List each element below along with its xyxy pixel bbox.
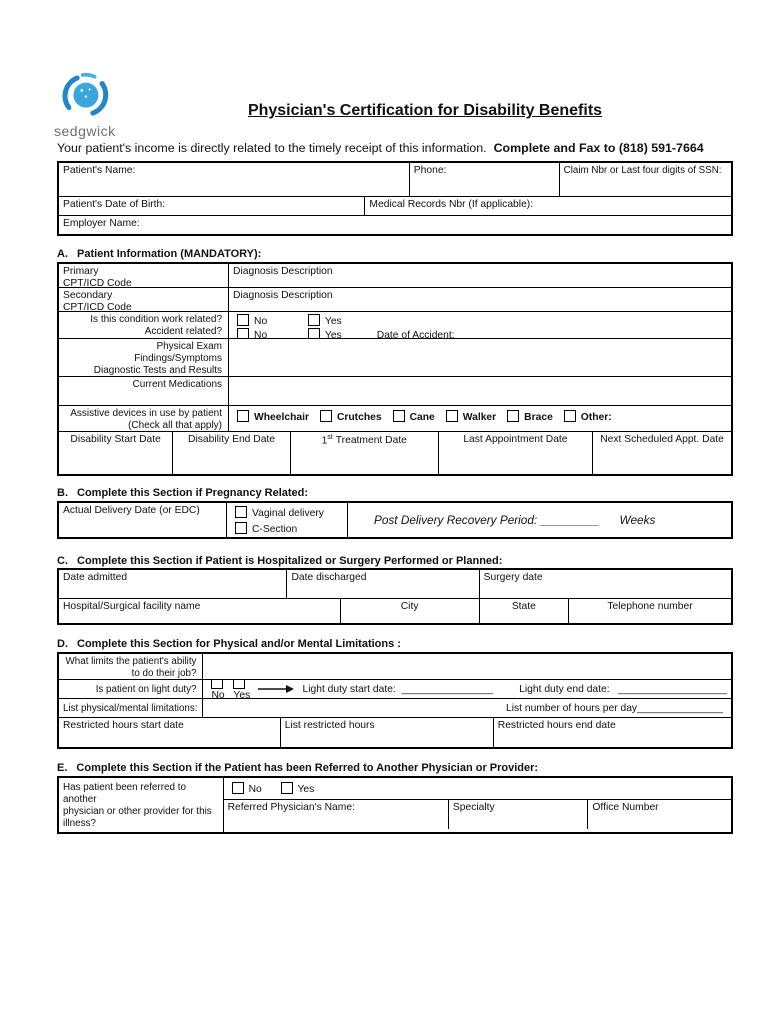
brace-label: Brace [524,412,553,423]
walker-label: Walker [462,412,497,423]
wheelchair-label: Wheelchair [254,412,309,423]
yes-label: Yes [324,330,342,338]
next-scheduled-appt-field[interactable] [593,432,731,474]
dob-label: Patient's Date of Birth: [63,199,166,210]
table-row [59,288,731,312]
referred-question-l3: illness? [63,818,96,829]
table-row [59,163,731,197]
job-limits-question-l2: to do their job? [131,668,197,679]
assistive-devices-labels [59,406,229,431]
light-duty-question-text: Is patient on light duty? [95,683,197,695]
phone-label: Phone: [413,165,447,176]
section-a-table [57,262,733,476]
date-discharged-label: Date discharged [291,572,367,583]
light-duty-end-field[interactable]: Light duty end date: ___________________ [519,683,727,695]
section-title: Patient Information (MANDATORY): [77,248,262,260]
other-label: Other: [580,412,612,423]
restricted-start-label: Restricted hours start date [63,720,184,731]
job-limits-question-l1: What limits the patient's ability [65,656,197,667]
referred-question-l1: Has patient been referred to another [63,782,186,805]
medical-records-label: Medical Records Nbr (If applicable): [369,199,534,210]
light-duty-question [59,680,203,698]
work-related-no-checkbox[interactable] [237,314,249,326]
no-label: No [248,784,262,795]
section-d-heading [57,638,401,650]
table-row [59,570,731,599]
delivery-date-label: Actual Delivery Date (or EDC) [63,505,200,516]
job-limits-labels [59,654,203,679]
section-letter: C. [57,555,68,567]
telephone-field[interactable] [569,599,731,623]
light-duty-cell [203,680,731,698]
treatment-ordinal: 1 [321,435,328,447]
limitations-label [59,699,203,717]
other-device-checkbox[interactable] [564,410,576,422]
secondary-diagnosis-field[interactable] [229,288,731,311]
intro-line [57,141,757,155]
light-duty-no-checkbox[interactable] [211,680,223,689]
medical-records-field[interactable] [365,197,731,215]
delivery-date-field[interactable] [59,503,227,537]
table-row [59,680,731,699]
section-title: Complete this Section if Pregnancy Related: [77,487,309,499]
specialty-field[interactable] [449,800,589,829]
section-title: Complete this Section for Physical and/or Mental Limitations : [77,638,401,650]
no-label: No [211,690,225,698]
section-letter: A. [57,248,68,260]
secondary-label: Secondary [63,290,113,301]
date-admitted-label: Date admitted [63,572,128,583]
work-related-yes-checkbox[interactable] [308,314,320,326]
referred-no-checkbox[interactable] [232,782,244,794]
weeks-label: Weeks [619,513,656,527]
restricted-hours-label: List restricted hours [284,720,375,731]
vaginal-delivery-label: Vaginal delivery [252,508,324,519]
employer-name-label: Employer Name: [63,218,140,229]
check-all-label: (Check all that apply) [128,420,223,431]
fax-instruction: Complete and Fax to (818) 591-7664 [493,141,704,155]
section-title: Complete this Section if Patient is Hospitalized or Surgery Performed or Planned: [77,555,503,567]
referred-details-row [224,800,731,829]
section-d-table [57,652,733,749]
current-medications-field[interactable] [229,377,731,405]
patients-name-label: Patient's Name: [63,165,136,176]
c-section-checkbox[interactable] [235,522,247,534]
light-duty-start-field[interactable]: Light duty start date: ________________ [302,683,494,695]
claim-nbr-label: Claim Nbr or Last four digits of SSN: [563,165,722,176]
accident-no-checkbox[interactable] [237,328,249,338]
section-c-table [57,568,733,625]
date-of-accident-field[interactable]: Date of Accident: [376,330,455,338]
disability-end-date-field[interactable] [173,432,291,474]
sedgwick-logo [54,72,127,139]
referred-physician-label: Referred Physician's Name: [227,802,355,813]
job-limits-field[interactable] [203,654,731,679]
yes-label: Yes [233,690,251,698]
table-row [59,264,731,288]
city-label: City [400,601,419,612]
no-label: No [254,330,268,338]
section-b-heading [57,487,308,499]
diagnosis-description-label: Diagnosis Description [233,266,333,277]
sedgwick-wordmark: sedgwick [54,123,116,139]
section-a-heading [57,248,261,260]
referred-yes-checkbox[interactable] [281,782,293,794]
page-title: Physician's Certification for Disability Benefits [247,102,603,119]
section-b-table [57,501,733,539]
treatment-ordinal-suffix: st [327,434,333,441]
work-related-question: Is this condition work related? [90,314,223,325]
condition-answers-cell [229,312,731,338]
employer-name-field[interactable] [59,216,731,234]
table-row [59,503,731,537]
no-label: No [254,316,268,327]
c-section-label: C-Section [252,524,298,535]
cpt-icd-label: CPT/ICD Code [63,302,132,311]
table-row [59,312,731,339]
physical-exam-label: Physical Exam [156,341,223,352]
date-admitted-field[interactable] [59,570,287,598]
crutches-label: Crutches [336,412,382,423]
delivery-type-cell [227,503,348,537]
patient-info-table [57,161,733,236]
referred-yes-no-cell [224,778,731,800]
yes-label: Yes [297,784,315,795]
surgery-date-label: Surgery date [483,572,543,583]
section-letter: B. [57,487,68,499]
restricted-end-label: Restricted hours end date [497,720,616,731]
exam-findings-labels [59,339,229,376]
telephone-label: Telephone number [607,601,693,612]
facility-name-label: Hospital/Surgical facility name [63,601,201,612]
assistive-devices-label: Assistive devices in use by patient [70,408,223,419]
referred-answers-column [224,778,731,832]
restricted-start-field[interactable] [59,718,281,747]
sedgwick-logo-icon [57,107,113,124]
office-number-field[interactable] [588,800,731,829]
last-appointment-date-field[interactable] [439,432,594,474]
treatment-date-label: Treatment Date [335,435,407,447]
table-row [59,654,731,680]
limitations-field[interactable] [203,699,731,717]
specialty-label: Specialty [452,802,495,813]
accident-related-question: Accident related? [144,326,223,337]
cane-label: Cane [409,412,435,423]
primary-code-field[interactable] [59,264,229,287]
current-medications-text: Current Medications [132,379,223,390]
findings-symptoms-label: Findings/Symptoms [134,353,223,364]
exam-findings-field[interactable] [229,339,731,376]
yes-label: Yes [324,316,342,327]
table-row [59,599,731,623]
state-label: State [511,601,536,612]
phone-field[interactable] [410,163,560,196]
facility-name-field[interactable] [59,599,341,623]
walker-checkbox[interactable] [446,410,458,422]
brace-checkbox[interactable] [507,410,519,422]
table-row [59,699,731,718]
intro-text: Your patient's income is directly related to the timely receipt of this information. [57,141,487,155]
arrow-icon [258,684,294,694]
first-treatment-date-field[interactable] [291,432,439,474]
patients-name-field[interactable] [59,163,410,196]
assistive-devices-cell [229,406,731,431]
table-row [59,432,731,474]
secondary-code-field[interactable] [59,288,229,311]
accident-yes-checkbox[interactable] [308,328,320,338]
wheelchair-checkbox[interactable] [237,410,249,422]
referred-physician-field[interactable] [224,800,449,829]
last-appointment-date-label: Last Appointment Date [463,434,568,445]
section-letter: D. [57,638,68,650]
restricted-end-field[interactable] [494,718,731,747]
disability-end-date-label: Disability End Date [188,434,276,445]
recovery-period-field[interactable]: Post Delivery Recovery Period: _________ [373,513,600,527]
state-field[interactable] [480,599,569,623]
table-row [59,197,731,216]
section-e-heading [57,762,538,774]
recovery-period-cell [348,503,731,537]
section-letter: E. [57,762,68,774]
city-field[interactable] [341,599,480,623]
section-e-table [57,776,733,834]
referred-question-l2: physician or other provider for this [63,806,212,817]
table-row [59,339,731,377]
next-scheduled-appt-label: Next Scheduled Appt. Date [600,434,724,445]
limitations-label-text: List physical/mental limitations: [63,702,198,714]
condition-questions-labels [59,312,229,338]
table-row [59,406,731,432]
table-row [59,377,731,406]
current-medications-label [59,377,229,405]
table-row [59,216,731,234]
cane-checkbox[interactable] [393,410,405,422]
referred-question [59,778,224,832]
light-duty-yes-checkbox[interactable] [233,680,245,689]
section-c-heading [57,555,502,567]
disability-start-date-label: Disability Start Date [70,434,161,445]
office-number-label: Office Number [592,802,659,813]
section-title: Complete this Section if the Patient has been Referred to Another Physician or Provider: [76,762,539,774]
claim-nbr-field[interactable] [560,163,731,196]
restricted-hours-field[interactable] [281,718,494,747]
diagnosis-description-label: Diagnosis Description [233,290,333,301]
diagnostic-tests-label: Diagnostic Tests and Results [93,365,223,376]
date-discharged-field[interactable] [287,570,479,598]
disability-start-date-field[interactable] [59,432,173,474]
dob-field[interactable] [59,197,365,215]
surgery-date-field[interactable] [480,570,731,598]
hours-per-day-field[interactable]: List number of hours per day_______________ [506,702,723,714]
primary-diagnosis-field[interactable] [229,264,731,287]
primary-label: Primary [63,266,99,277]
crutches-checkbox[interactable] [320,410,332,422]
cpt-icd-label: CPT/ICD Code [63,278,132,287]
vaginal-delivery-checkbox[interactable] [235,506,247,518]
table-row [59,718,731,747]
